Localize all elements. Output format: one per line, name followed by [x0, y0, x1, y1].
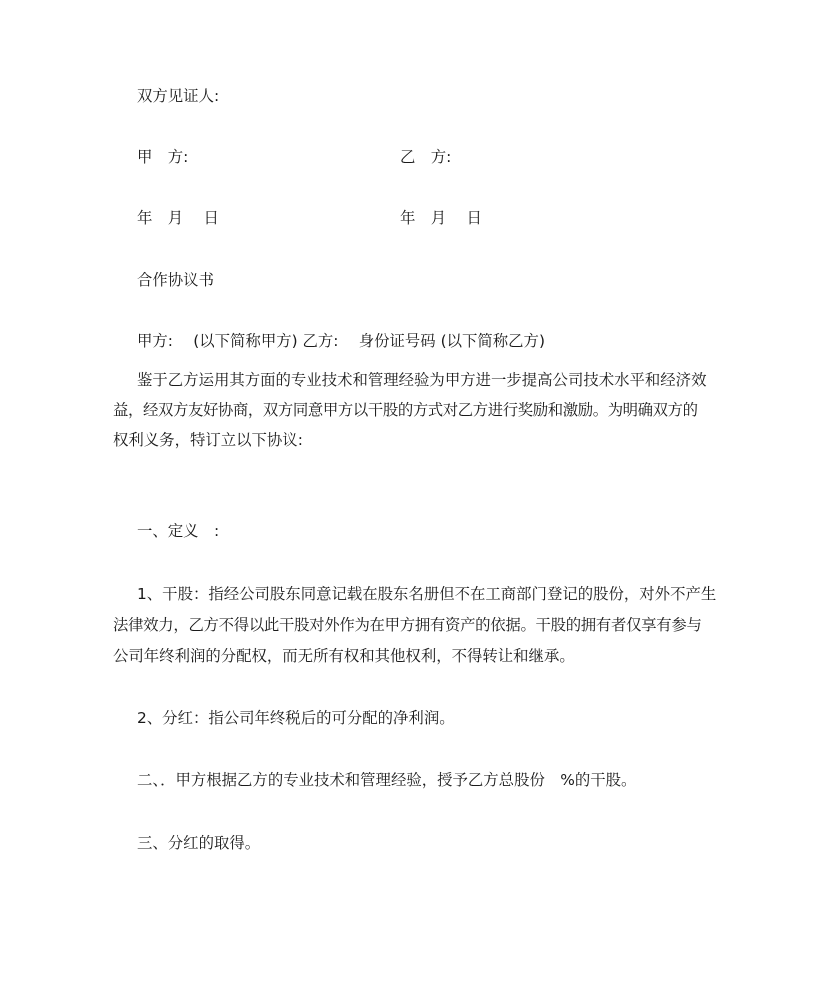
party-a-signature-label: 甲 方:: [137, 148, 189, 166]
preamble-line: 益，经双方友好协商，双方同意甲方以干股的方式对乙方进行奖励和激励。为明确双方的: [113, 401, 698, 419]
document-title: 合作协议书: [137, 271, 214, 289]
preamble-line: 鉴于乙方运用其方面的专业技术和管理经验为甲方进一步提高公司技术水平和经济效: [137, 371, 707, 389]
parties-line: 甲方: (以下简称甲方) 乙方: 身份证号码 (以下简称乙方): [137, 332, 545, 350]
section-2: 二、．甲方根据乙方的专业技术和管理经验，授予乙方总股份 %的干股。: [137, 771, 637, 789]
party-b-date: 年 月 日: [400, 209, 482, 227]
item-1-line: 公司年终利润的分配权，而无所有权和其他权利，不得转让和继承。: [113, 647, 575, 665]
preamble-line: 权利义务，特订立以下协议:: [113, 431, 303, 449]
section-1-heading: 一、定义 :: [137, 522, 220, 540]
witness-label: 双方见证人:: [137, 87, 220, 105]
party-a-date: 年 月 日: [137, 209, 219, 227]
item-1-line: 1、干股：指经公司股东同意记载在股东名册但不在工商部门登记的股份，对外不产生: [137, 585, 717, 603]
party-b-signature-label: 乙 方:: [400, 148, 452, 166]
item-2: 2、分红：指公司年终税后的可分配的净利润。: [137, 709, 455, 727]
section-3: 三、分红的取得。: [137, 834, 261, 852]
item-1-line: 法律效力，乙方不得以此干股对外作为在甲方拥有资产的依据。干股的拥有者仅享有参与: [113, 616, 702, 634]
